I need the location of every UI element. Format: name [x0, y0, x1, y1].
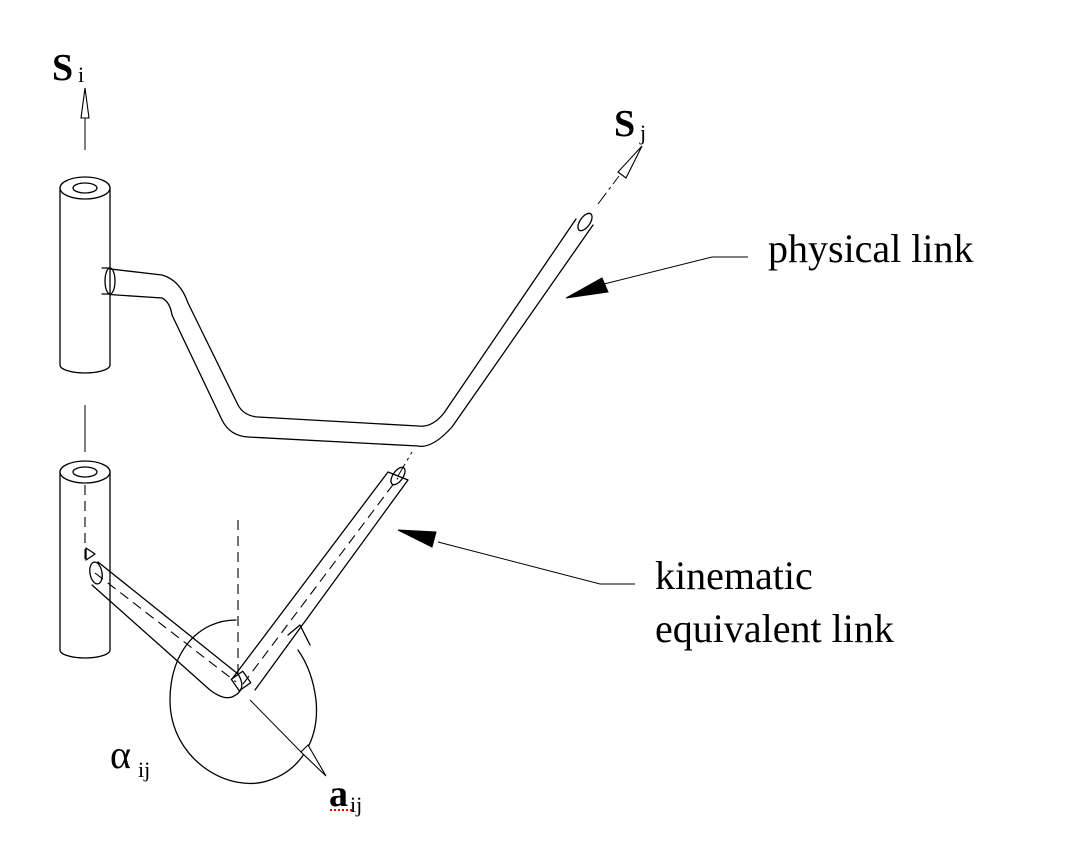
- sj-subscript: j: [640, 120, 647, 145]
- si-axis-arrow: [81, 88, 89, 150]
- si-axis-label: [52, 47, 84, 89]
- twist-angle-label: [110, 732, 150, 782]
- si-subscript: i: [78, 62, 85, 87]
- alpha-subscript: ij: [138, 757, 151, 782]
- common-normal-label: [329, 773, 362, 817]
- aij-direction-arrow: [250, 700, 326, 776]
- kinematic-label-line2: equivalent link: [655, 606, 894, 651]
- upper-cylinder: [60, 177, 115, 373]
- aij-subscript: ij: [350, 792, 363, 817]
- lower-cylinder: [60, 461, 110, 658]
- kinematic-label-line1: kinematic: [655, 553, 813, 598]
- kinematic-link-segment-2: [231, 452, 412, 691]
- aij-symbol: a: [329, 773, 348, 815]
- twist-angle-arc: [170, 520, 317, 783]
- physical-link-label: physical link: [768, 226, 974, 271]
- physical-link-tube: [97, 211, 595, 446]
- si-symbol: S: [52, 47, 74, 89]
- sj-symbol: S: [614, 103, 636, 145]
- alpha-symbol: α: [110, 732, 131, 777]
- physical-link-leader: [566, 257, 748, 298]
- sj-axis-arrow: [598, 146, 642, 204]
- sj-axis-label: [614, 103, 646, 145]
- kinematic-link-leader: [398, 530, 635, 584]
